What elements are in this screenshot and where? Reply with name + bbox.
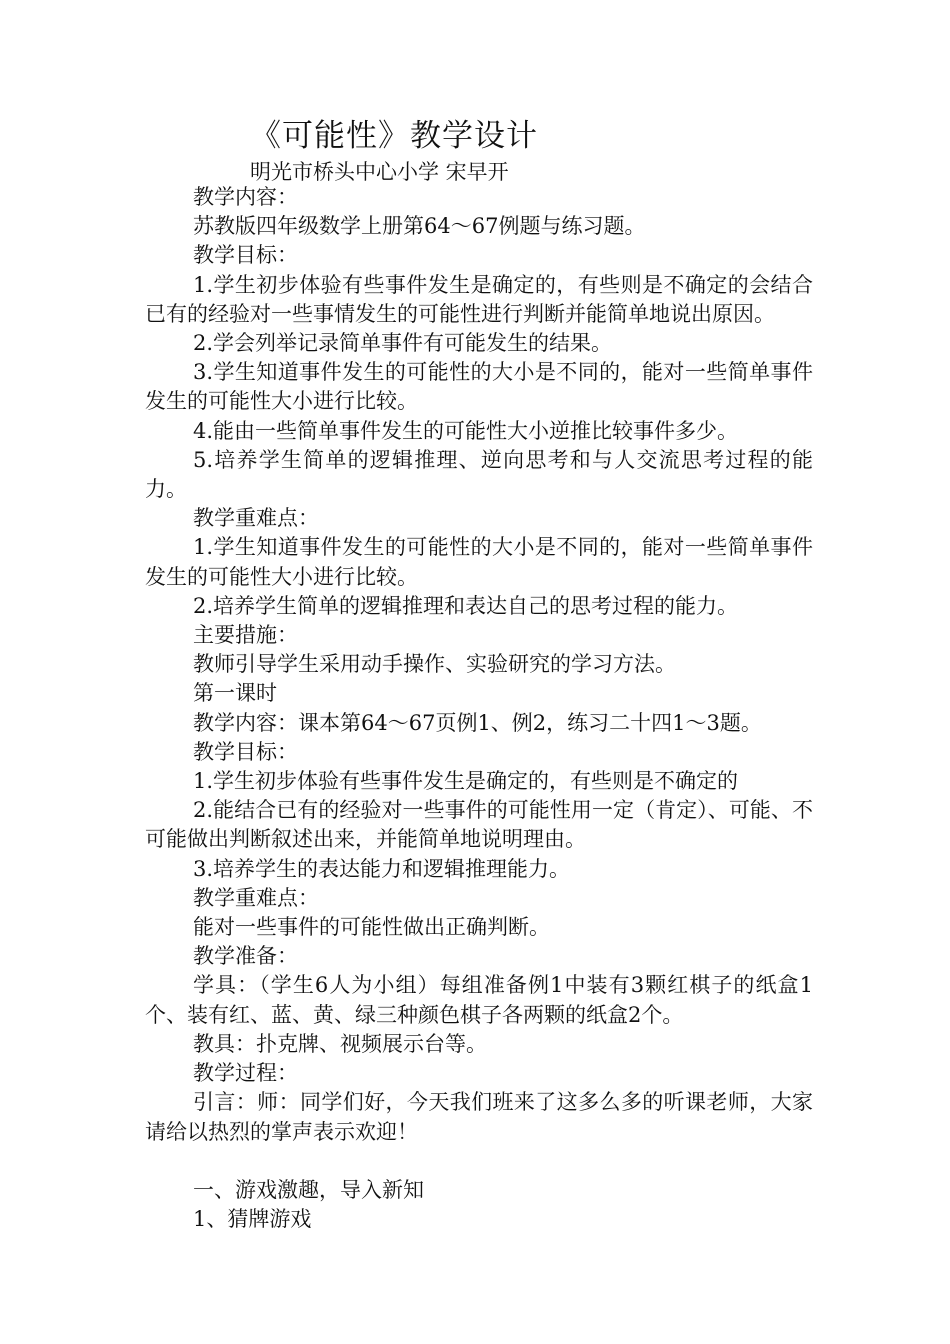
- paragraph: 5.培养学生简单的逻辑推理、逆向思考和与人交流思考过程的能力。: [145, 447, 813, 502]
- section-heading-goals: 教学目标：: [193, 739, 298, 764]
- paragraph: 1.学生初步体验有些事件发生是确定的，有些则是不确定的: [193, 769, 739, 794]
- section-heading-measures: 主要措施：: [193, 623, 298, 648]
- section-heading-preparation: 教学准备：: [193, 944, 298, 969]
- blank-line: [145, 1147, 813, 1176]
- paragraph: 2.能结合已有的经验对一些事件的可能性用一定（肯定）、可能、不可能做出判断叙述出来，并能简单地说明理由。: [145, 798, 813, 852]
- section-heading-goals: 教学目标：: [193, 243, 298, 268]
- section-heading-key-points: 教学重难点：: [193, 885, 319, 910]
- paragraph: 1.学生初步体验有些事件发生是确定的，有些则是不确定的会结合已有的经验对一些事情发生的可能性进行判断并能简单地说出原因。: [145, 272, 813, 326]
- section-heading-process: 教学过程：: [193, 1061, 298, 1086]
- paragraph: 4.能由一些简单事件发生的可能性大小逆推比较事件多少。: [193, 418, 739, 443]
- paragraph: 学具：（学生6人为小组）每组准备例1中装有3颗红棋子的纸盒1个、装有红、蓝、黄、绿三种颜色棋子各两颗的纸盒2个。: [145, 973, 813, 1027]
- paragraph: 3.学生知道事件发生的可能性的大小是不同的，能对一些简单事件发生的可能性大小进行比较。: [145, 360, 813, 414]
- paragraph: 苏教版四年级数学上册第64～67例题与练习题。: [193, 214, 646, 239]
- paragraph: 教学内容：课本第64～67页例1、例2，练习二十四1～3题。: [193, 710, 762, 735]
- paragraph: 教具：扑克牌、视频展示台等。: [193, 1031, 487, 1056]
- paragraph: 3.培养学生的表达能力和逻辑推理能力。: [193, 856, 571, 881]
- paragraph: 2.培养学生简单的逻辑推理和表达自己的思考过程的能力。: [193, 593, 739, 618]
- paragraph: 1.学生知道事件发生的可能性的大小是不同的，能对一些简单事件发生的可能性大小进行比较。: [145, 535, 813, 589]
- document-body: [145, 183, 813, 1234]
- section-heading-key-points: 教学重难点：: [193, 506, 319, 531]
- paragraph: 教师引导学生采用动手操作、实验研究的学习方法。: [193, 652, 676, 677]
- section-heading-first-lesson: 第一课时: [193, 681, 277, 706]
- paragraph: 引言：师：同学们好，今天我们班来了这多么多的听课老师，大家请给以热烈的掌声表示欢迎！: [145, 1090, 813, 1144]
- document-title: 《可能性》教学设计: [250, 118, 538, 154]
- paragraph: 1、猜牌游戏: [193, 1207, 312, 1232]
- section-heading-content: 教学内容：: [193, 185, 298, 209]
- author-line: 明光市桥头中心小学 宋早开: [250, 160, 509, 184]
- section-heading-game: 一、游戏激趣，导入新知: [193, 1177, 424, 1202]
- paragraph: 能对一些事件的可能性做出正确判断。: [193, 915, 550, 940]
- paragraph: 2.学会列举记录简单事件有可能发生的结果。: [193, 331, 613, 356]
